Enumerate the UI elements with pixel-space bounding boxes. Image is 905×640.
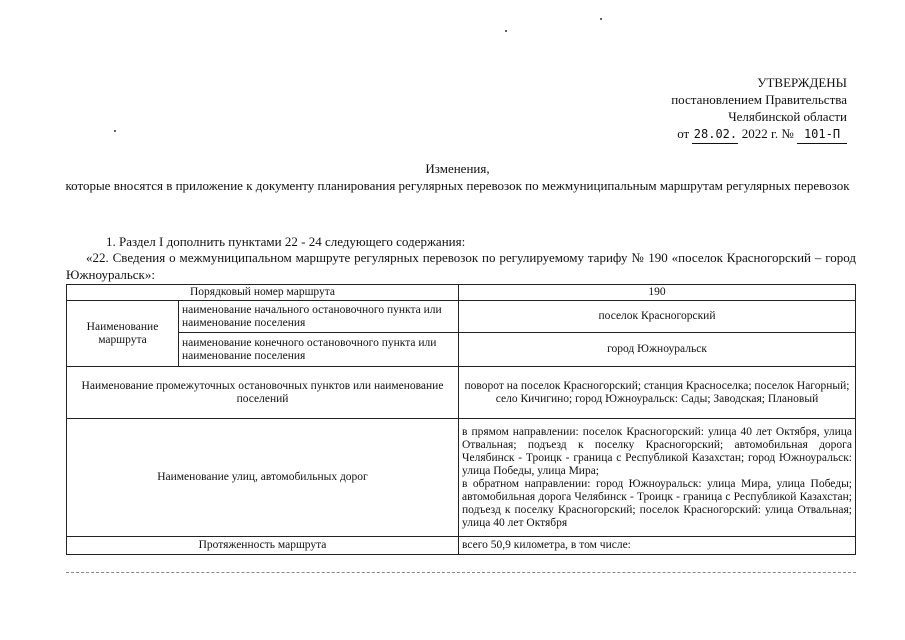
year-suffix: 2022 г. №	[741, 126, 794, 141]
document-title	[60, 160, 855, 194]
date-value: 28.02.	[692, 126, 738, 144]
approval-line-1: постановлением Правительства	[671, 92, 847, 107]
streets-value	[459, 419, 856, 537]
table-row	[67, 537, 856, 555]
table-row	[67, 285, 856, 301]
route-length-value: всего 50,9 километра, в том числе:	[459, 537, 856, 555]
route-table	[66, 284, 856, 555]
intermediate-stops-value: поворот на поселок Красногорский; станция Красноселка; поселок Нагорный; село Кичигино; город Южноуральск: Сады; Заводская; Плановый	[459, 367, 856, 419]
scan-edge-line	[66, 572, 856, 573]
approval-date-line	[587, 125, 847, 144]
end-point-value: город Южноуральск	[459, 333, 856, 367]
date-prefix: от	[677, 126, 690, 141]
route-number-value: 190	[459, 285, 856, 301]
approval-heading: УТВЕРЖДЕНЫ	[757, 75, 847, 90]
start-point-value: поселок Красногорский	[459, 301, 856, 333]
scan-speck	[114, 130, 116, 132]
end-point-label: наименование конечного остановочного пункта или наименование поселения	[179, 333, 459, 367]
intermediate-stops-label: Наименование промежуточных остановочных пунктов или наименование поселений	[67, 367, 459, 419]
decree-number: 101-П	[797, 126, 847, 144]
streets-backward: в обратном направлении: город Южноуральск: улица Мира, улица Победы; автомобильная дорога Челябинск - Троицк - граница с Республикой Казахстан; подъезд к поселку Красногорский; поселок Красногорский: улица Отвальная; улица 40 лет Октября	[462, 477, 852, 529]
paragraph-1: 1. Раздел I дополнить пунктами 22 - 24 следующего содержания:	[106, 234, 466, 249]
streets-label: Наименование улиц, автомобильных дорог	[67, 419, 459, 537]
title-line-2: которые вносятся в приложение к документу планирования регулярных перевозок по межмуниципальным маршрутам регулярных перевозок	[65, 178, 850, 193]
paragraph-2: «22. Сведения о межмуниципальном маршруте регулярных перевозок по регулируемому тарифу № 190 «поселок Красногорский – город Южноуральск»:	[66, 250, 856, 282]
route-number-label: Порядковый номер маршрута	[67, 285, 459, 301]
route-name-label: Наименование маршрута	[67, 301, 179, 367]
table-row	[67, 301, 856, 333]
table-row	[67, 419, 856, 537]
table-row	[67, 367, 856, 419]
scan-speck	[600, 18, 602, 20]
start-point-label: наименование начального остановочного пункта или наименование поселения	[179, 301, 459, 333]
table-row	[67, 333, 856, 367]
approval-stamp	[587, 74, 847, 144]
scan-speck	[505, 30, 507, 32]
streets-forward: в прямом направлении: поселок Красногорский: улица 40 лет Октября, улица Отвальная; подъезд к поселку Красногорский; автомобильная дорога Челябинск - Троицк - граница с Республикой Казахстан; город Южноуральск: улица Победы, улица Мира;	[462, 425, 852, 477]
title-line-1: Изменения,	[425, 161, 490, 176]
approval-line-2: Челябинской области	[728, 109, 847, 124]
route-length-label: Протяженность маршрута	[67, 537, 459, 555]
